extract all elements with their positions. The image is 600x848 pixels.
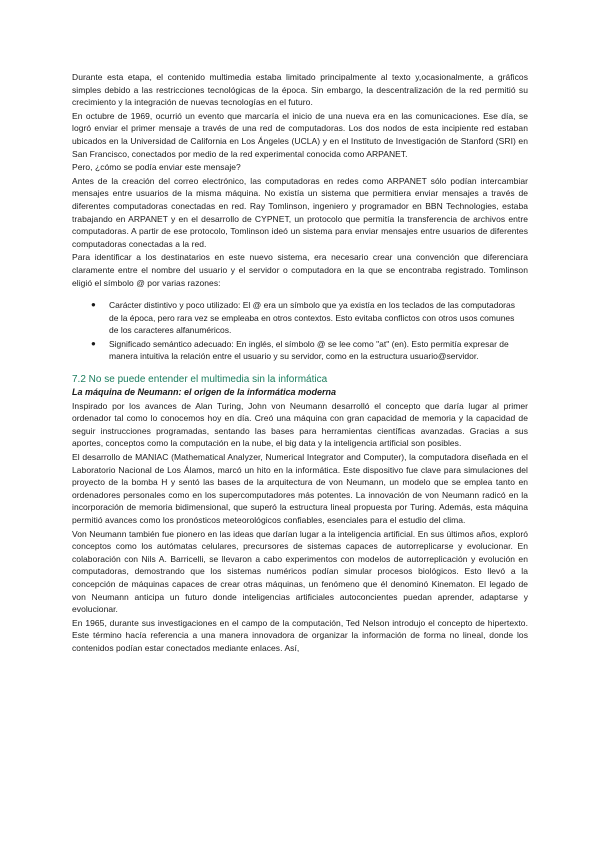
list-item	[72, 338, 528, 363]
paragraph-ai-pioneer: Von Neumann también fue pionero en las ideas que darían lugar a la inteligencia artificial. En sus últimos años, exploró conceptos como los autómatas celulares, precursores de sistemas capaces de autorreplicarse y evolucionar. En colaboración con Nils A. Barricelli, se llevaron a cabo experimentos con modelos de autorreplicación y evolución en computadoras, demostrando que los sistemas numéricos podían simular procesos biológicos. Esto llevó a la concepción de máquinas capaces de crear otras máquinas, un fenómeno que él denominó Kinematon. El legado de von Neumann anticipa un futuro donde inteligencias artificiales autoconcientes puedan aprender, adaptarse y evolucionar.	[72, 528, 528, 615]
document-page	[72, 71, 528, 656]
paragraph-multimedia-stage: Durante esta etapa, el contenido multimedia estaba limitado principalmente al texto y,ocasionalmente, a gráficos simples debido a las restricciones tecnológicas de la época. Sin embargo, la descentralización de la red permitió su crecimiento y la integración de nuevas tecnologías en el futuro.	[72, 72, 528, 108]
bullet-icon: ●	[91, 300, 96, 310]
paragraph-hypertext: En 1965, durante sus investigaciones en el campo de la computación, Ted Nelson introdujo el concepto de hipertexto. Este término hacía referencia a una manera innovadora de organizar la información de forma no lineal, donde los contenidos podían estar conectados mediante enlaces. Así,	[72, 617, 528, 653]
paragraph-arpanet-1969: En octubre de 1969, ocurrió un evento que marcaría el inicio de una nueva era en las comunicaciones. Ese día, se logró enviar el primer mensaje a través de una red de computadoras. Los dos nodos de esta incipiente red estaban ubicados en la Universidad de California en Los Ángeles (UCLA) y en el Instituto de Investigación de Stanford (SRI) en San Francisco, conectados por medio de la red experimental conocida como ARPANET.	[72, 110, 528, 159]
list-item-text: Carácter distintivo y poco utilizado: El @ era un símbolo que ya existía en los teclados de las computadoras de la época, pero rara vez se empleaba en otros contextos. Esto evitaba conflictos con otros usos comunes de los caracteres alfanuméricos.	[109, 300, 515, 336]
subsection-heading: La máquina de Neumann: el origen de la informática moderna	[72, 387, 337, 398]
bullet-icon: ●	[91, 338, 96, 348]
paragraph-at-symbol-intro: Para identificar a los destinatarios en este nuevo sistema, era necesario crear una convención que diferenciara claramente entre el nombre del usuario y el servidor o computadora en la que se encontraba registrado. Tomlinson eligió el símbolo @ por varias razones:	[72, 252, 528, 288]
list-item	[72, 299, 528, 337]
at-symbol-reasons-list	[72, 299, 528, 363]
paragraph-question: Pero, ¿cómo se podía enviar este mensaje?	[72, 162, 241, 173]
paragraph-maniac: El desarrollo de MANIAC (Mathematical Analyzer, Numerical Integrator and Computer), la computadora diseñada en el Laboratorio Nacional de Los Álamos, marcó un hito en la informática. Este dispositivo fue clave para simulaciones del proyecto de la bomba H y sentó las bases de la arquitectura de von Neumann, un modelo que se emplea tanto en ordenadores personales como en los supercomputadores más potentes. La innovación de von Neumann radicó en la incorporación de memoria bidimensional, que superó la estructura lineal propuesta por Turing. Además, esta máquina permitió avances como los pronósticos meteorológicos confiables, esenciales para el estudio del clima.	[72, 452, 528, 525]
list-item-text: Significado semántico adecuado: En inglés, el símbolo @ se lee como "at" (en). Esto permitía expresar de manera intuitiva la relación entre el usuario y su servidor, como en la estructura usuario@servidor.	[109, 338, 509, 362]
paragraph-von-neumann: Inspirado por los avances de Alan Turing, John von Neumann desarrolló el concepto que daría lugar al primer ordenador tal como lo conocemos hoy en día. Creó una máquina con gran capacidad de memoria y la capacidad de seguir instrucciones programadas, sentando las bases para herramientas científicas avanzadas. Gracias a sus aportes, conceptos como la computación en la nube, el big data y la inteligencia artificial son posibles.	[72, 400, 528, 449]
section-heading: 7.2 No se puede entender el multimedia sin la informática	[72, 374, 328, 386]
paragraph-email-origin: Antes de la creación del correo electrónico, las computadoras en redes como ARPANET sólo podían intercambiar mensajes entre usuarios de la misma máquina. No existía un sistema que permitiera enviar mensajes a través de diferentes computadoras conectadas en red. Ray Tomlinson, ingeniero y programador en BBN Technologies, estaba trabajando en ARPANET y en el desarrollo de CYPNET, un protocolo que permitía la transferencia de archivos entre computadoras. A partir de ese protocolo, Tomlinson ideó un sistema para enviar mensajes entre usuarios de diferentes computadoras conectadas a la red.	[72, 175, 528, 249]
